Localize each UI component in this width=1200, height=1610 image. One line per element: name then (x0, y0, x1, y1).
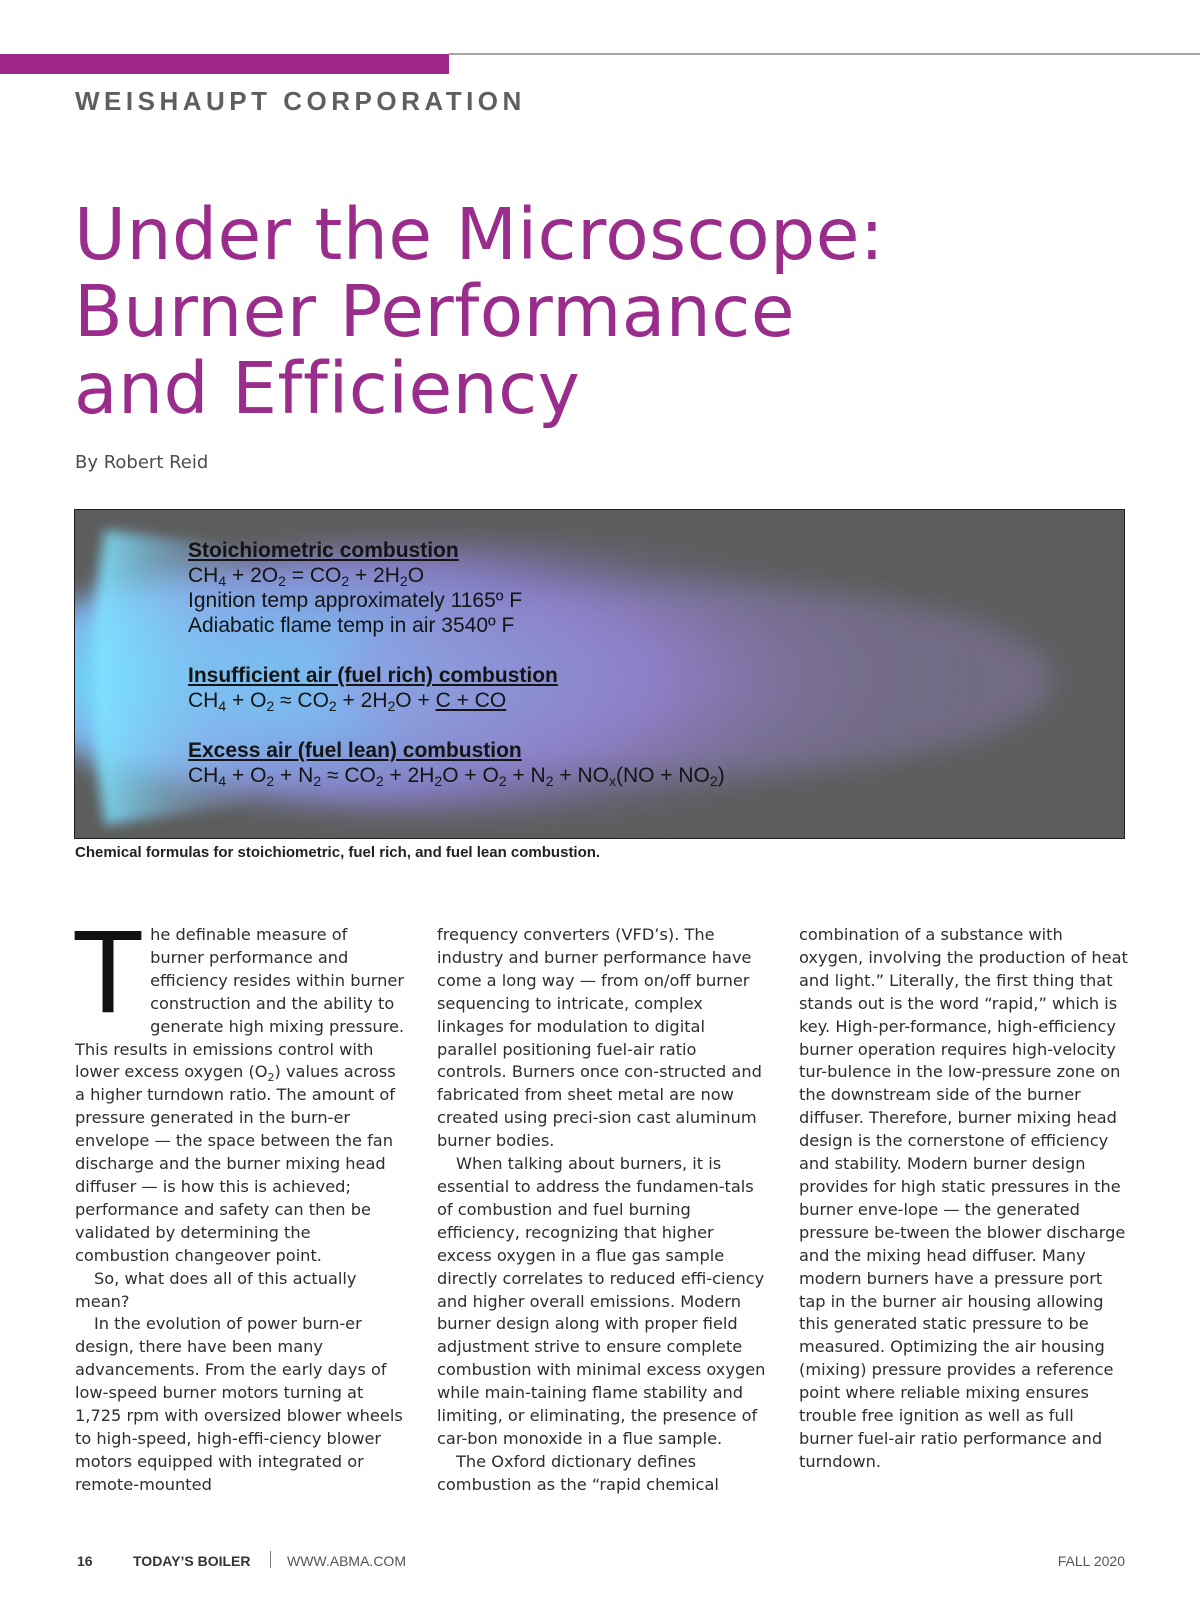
paragraph: The Oxford dictionary defines combustion as the “rapid chemical (437, 1451, 719, 1494)
paragraph: When talking about burners, it is essential to address the fundamen-tals of combustion and fuel burning efficiency, recognizing that higher excess oxygen in a flue gas sample directly correlates to reduced effi-ciency and higher overall emissions. Modern burner design along with proper field adjustment strive to ensure complete combustion with minimal excess oxygen while main-taining flame stability and limiting, or eliminating, the presence of car-bon monoxide in a flue sample. (437, 1154, 766, 1448)
rich-formula: $CH_4 + O_2 \approx CO_2 + 2H_2O + C$ + CO (188, 689, 507, 714)
drop-cap: T (72, 906, 145, 1038)
title-line: and Efficiency (74, 347, 581, 430)
article-title (74, 193, 885, 430)
flame-temp: Adiabatic flame temp in air 3540º F (188, 614, 515, 637)
header-rule (449, 53, 1200, 55)
page-number: 16 (77, 1553, 93, 1569)
website-url: WWW.ABMA.COM (287, 1553, 406, 1569)
stoich-formula: $CH_4 + 2O_2 = CO_2 + 2H_2O$ (188, 564, 425, 589)
magazine-name: TODAY’S BOILER (133, 1553, 251, 1569)
ignition-temp: Ignition temp approximately 1165º F (188, 589, 523, 612)
paragraph: In the evolution of power burn-er design, there have been many advancements. From the early days of low-speed burner motors turning at 1,725 rpm with oversized blower wheels to high-speed, high-effi-ciency blower motors equipped with integrated or remote-mounted (75, 1314, 403, 1494)
issue-date: FALL 2020 (1057, 1553, 1125, 1569)
rich-heading: Insufficient air (fuel rich) combustion (188, 664, 558, 687)
footer-divider (270, 1551, 271, 1568)
header-accent-bar (0, 54, 449, 74)
title-line: Burner Performance (74, 270, 796, 353)
column-3 (799, 924, 1129, 1474)
title-line: Under the Microscope: (74, 193, 885, 276)
paragraph: he definable measure of burner performance and efficiency resides within burner construction and the ability to generate high mixing pressure. This results in emissions control with lower excess oxygen $(O_2)$ values across a higher turndown ratio. The amount of pressure generated in the burn-er envelope — the space between the fan discharge and the burner mixing head diffuser — is how this is achieved; performance and safety can then be validated by determining the combustion changeover point. (75, 925, 405, 1265)
paragraph: frequency converters (VFD’s). The industry and burner performance have come a long way — from on/off burner sequencing to intricate, complex linkages for modulation to digital parallel positioning fuel-air ratio controls. Burners once con-structed and fabricated from sheet metal are now created using preci-sion cast aluminum burner bodies. (437, 925, 762, 1151)
combustion-formulas (188, 538, 725, 788)
lean-formula: $CH_4 + O_2 + N_2 \approx CO_2 + 2H_2O + O_2 + N_2 + NO_x(NO + NO_2)$ (188, 764, 725, 789)
byline: By Robert Reid (75, 452, 209, 473)
figure-caption: Chemical formulas for stoichiometric, fuel rich, and fuel lean combustion. (75, 844, 601, 861)
column-2 (437, 924, 767, 1497)
column-1 (72, 906, 405, 1497)
paragraph: combination of a substance with oxygen, involving the production of heat and light.” Literally, the first thing that stands out is the word “rapid,” which is key. High-per-formance, high-efficiency burner operation requires high-velocity tur-bulence in the low-pressure zone on the downstream side of the burner diffuser. Therefore, burner mixing head design is the cornerstone of efficiency and stability. Modern burner design provides for high static pressures in the burner enve-lope — the generated pressure be-tween the blower discharge and the mixing head diffuser. Many modern burners have a pressure port tap in the burner air housing allowing this generated static pressure to be measured. Optimizing the air housing (mixing) pressure provides a reference point where reliable mixing ensures trouble free ignition as well as full burner fuel-air ratio performance and turndown. (799, 925, 1128, 1471)
flame-figure (74, 509, 1125, 839)
paragraph: So, what does all of this actually mean? (75, 1268, 357, 1311)
stoich-heading: Stoichiometric combustion (188, 539, 459, 562)
lean-heading: Excess air (fuel lean) combustion (188, 739, 522, 762)
company-name: WEISHAUPT CORPORATION (75, 86, 526, 116)
